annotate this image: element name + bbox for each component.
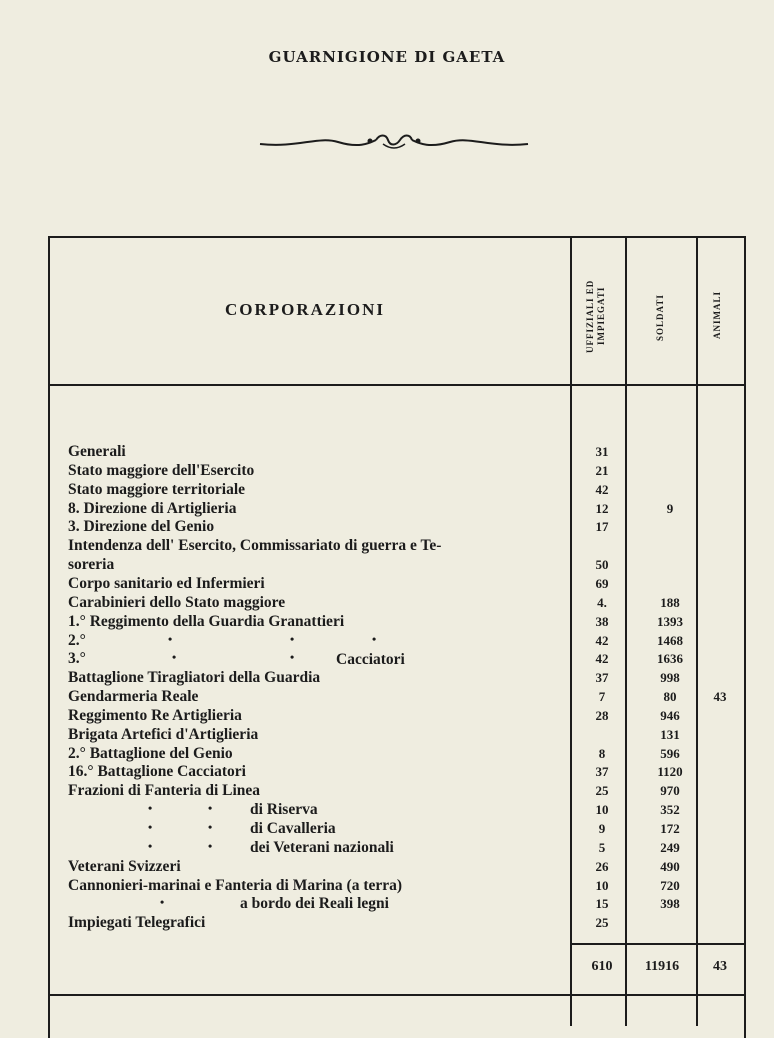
row-soldiers: 131 [660,726,680,742]
row-label: 16.° Battaglione Cacciatori [68,763,246,781]
row-officers: 31 [595,444,609,459]
sublabel-cavalleria: di Cavalleria [250,820,336,837]
row-label: Intendenza dell' Esercito, Commissariato di guerra e Te- [68,537,442,555]
row-soldiers: 946 [660,707,680,723]
ditto-mark: • [148,839,153,853]
row-label: 2.° [68,631,86,649]
row-label: Cannonieri-marinai e Fanteria di Marina (a terra) [68,876,403,894]
row-soldiers: 970 [660,783,680,799]
totals-rule-top [570,943,744,945]
row-label: Reggimento Re Artiglieria [68,706,242,724]
sublabel-cacciatori: Cacciatori [336,651,405,668]
row-animals: 43 [713,689,727,705]
row-officers: 4. [597,594,607,610]
row-label: 1.° Reggimento della Guardia Granattieri [68,612,345,630]
row-soldiers: 998 [660,670,680,686]
row-officers: 42 [595,632,609,648]
row-soldiers: 596 [660,745,680,761]
row-label: Stato maggiore dell'Esercito [68,461,255,479]
row-officers: 25 [595,915,609,931]
row-label: 8. Direzione di Artiglieria [68,499,237,517]
header-animals: ANIMALI [712,291,722,340]
row-officers: 10 [595,802,609,818]
row-officers: 10 [595,877,609,893]
ditto-mark: • [168,632,173,646]
row-officers: 37 [595,764,609,780]
row-officers: 8 [598,745,606,761]
row-label: Stato maggiore territoriale [68,480,246,498]
row-officers: 42 [595,481,609,497]
row-officers: 26 [595,858,609,874]
row-officers: 28 [595,707,609,723]
header-officers: UFFIZIALI ED IMPIEGATI [585,279,606,353]
row-label: Gendarmeria Reale [68,688,199,706]
row-soldiers: 1393 [657,613,683,629]
header-soldiers: SOLDATI [655,294,665,342]
ditto-mark: • [290,650,295,664]
row-soldiers: 80 [663,689,677,705]
row-label: Frazioni di Fanteria di Linea [68,782,261,800]
row-officers: 7 [598,689,606,705]
total-animals: 43 [713,959,727,974]
row-officers: 42 [595,651,609,667]
row-officers: 37 [595,670,609,686]
row-soldiers: 1636 [657,651,683,667]
row-label: Corpo sanitario ed Infermieri [68,574,265,592]
row-officers: 9 [598,821,606,836]
ditto-mark: • [208,820,213,834]
row-soldiers: 1468 [657,632,683,648]
sublabel-riserva: di Riserva [250,801,318,818]
sublabel-bordo: a bordo dei Reali legni [240,895,389,912]
page-title: GUARNIGIONE DI GAETA [268,48,506,66]
row-officers: 17 [595,519,609,535]
row-soldiers: 352 [660,802,680,818]
row-officers: 15 [595,896,609,912]
ditto-mark: • [172,650,177,664]
ditto-mark: • [208,839,213,853]
row-label: Brigata Artefici d'Artiglieria [68,725,259,743]
row-soldiers: 172 [660,821,680,836]
row-label: 3. Direzione del Genio [68,518,215,536]
ditto-mark: • [208,801,213,815]
row-officers: 5 [598,839,606,855]
row-officers: 50 [595,557,609,573]
row-officers: 21 [595,462,609,478]
row-soldiers: 398 [660,896,680,912]
ditto-mark: • [148,820,153,834]
sublabel-veterani: dei Veterani nazionali [250,839,394,856]
ditto-mark: • [160,895,165,909]
ditto-mark: • [372,632,377,646]
row-officers: 38 [595,613,609,629]
ornament-divider [258,130,530,154]
row-soldiers: 249 [660,839,680,855]
row-officers: 12 [595,500,609,516]
row-label: Veterani Svizzeri [68,857,181,875]
column-rule-officers [570,236,572,1026]
row-label: 3.° [68,650,86,668]
row-label: Carabinieri dello Stato maggiore [68,593,286,611]
totals-rule-bottom [48,994,744,996]
ditto-mark: • [290,632,295,646]
row-soldiers: 9 [666,500,674,516]
header-rule [48,384,744,386]
row-label: Generali [68,443,126,460]
row-officers: 69 [595,575,609,591]
total-soldiers: 11916 [644,959,680,974]
row-soldiers: 188 [660,594,680,610]
header-corporazioni: CORPORAZIONI [224,300,385,319]
row-label: Battaglione Tiragliatori della Guardia [68,669,321,687]
row-label: Impiegati Telegrafici [68,914,206,932]
ditto-mark: • [148,801,153,815]
row-soldiers: 490 [660,858,680,874]
row-officers: 25 [595,783,609,799]
row-soldiers: 720 [660,877,680,893]
total-officers: 610 [591,959,613,974]
row-soldiers: 1120 [657,764,683,780]
row-label: soreria [68,556,115,574]
row-label: 2.° Battaglione del Genio [68,744,233,762]
